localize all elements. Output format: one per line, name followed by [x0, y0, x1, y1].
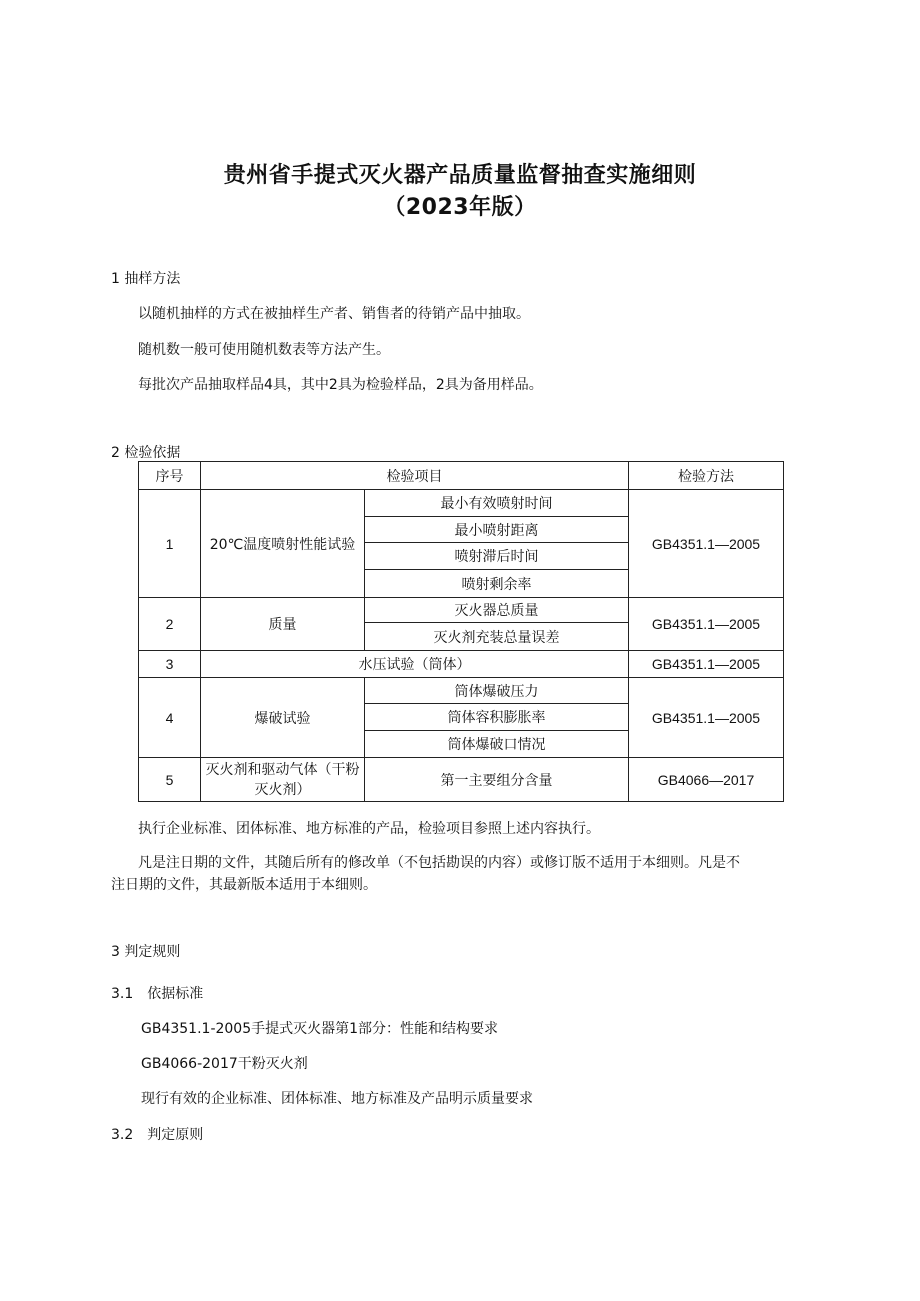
- row-method: GB4351.1—2005: [629, 490, 784, 598]
- section-3-1-heading: 3.1 依据标准: [111, 986, 204, 1002]
- row-subitem: 灭火剂充装总量误差: [365, 623, 629, 651]
- row-method: GB4351.1—2005: [629, 651, 784, 678]
- table-row: [139, 651, 784, 678]
- row-category: 20℃温度喷射性能试验: [201, 490, 365, 598]
- note-dated-documents-line-2: 注日期的文件，其最新版本适用于本细则。: [111, 877, 377, 893]
- row-no: 1: [139, 490, 201, 598]
- table-row: [139, 598, 784, 623]
- row-category: 质量: [201, 598, 365, 651]
- table-row: [139, 490, 784, 517]
- standard-item: 现行有效的企业标准、团体标准、地方标准及产品明示质量要求: [141, 1091, 533, 1107]
- section-1-heading: 1 抽样方法: [111, 271, 181, 287]
- row-subitem: 喷射剩余率: [365, 570, 629, 598]
- section-3-2-heading: 3.2 判定原则: [111, 1127, 204, 1143]
- section-3-heading: 3 判定规则: [111, 944, 181, 960]
- row-subitem: 最小有效喷射时间: [365, 490, 629, 517]
- inspection-table: [138, 461, 784, 802]
- table-row: [139, 758, 784, 802]
- row-subitem: 筒体爆破口情况: [365, 731, 629, 758]
- row-no: 2: [139, 598, 201, 651]
- section-1-paragraph-2: 随机数一般可使用随机数表等方法产生。: [138, 342, 390, 358]
- document-title: 贵州省手提式灭火器产品质量监督抽查实施细则: [223, 163, 697, 188]
- row-method: GB4351.1—2005: [629, 598, 784, 651]
- row-no: 3: [139, 651, 201, 678]
- row-subitem: 喷射滞后时间: [365, 543, 629, 570]
- row-subitem: 筒体容积膨胀率: [365, 704, 629, 731]
- standard-item: GB4066-2017干粉灭火剂: [141, 1056, 308, 1072]
- row-subitem: 灭火器总质量: [365, 598, 629, 623]
- note-dated-documents-line-1: 凡是注日期的文件，其随后所有的修改单（不包括勘误的内容）或修订版不适用于本细则。凡是不: [138, 855, 740, 871]
- row-subitem: 筒体爆破压力: [365, 678, 629, 704]
- section-1-paragraph-3: 每批次产品抽取样品4具，其中2具为检验样品，2具为备用样品。: [138, 377, 543, 393]
- header-method: 检验方法: [629, 462, 784, 490]
- standard-item: GB4351.1-2005手提式灭火器第1部分：性能和结构要求: [141, 1021, 499, 1037]
- header-item: 检验项目: [201, 462, 629, 490]
- document-edition: （2023年版）: [383, 195, 537, 220]
- header-no: 序号: [139, 462, 201, 490]
- note-execution-standards: 执行企业标准、团体标准、地方标准的产品，检验项目参照上述内容执行。: [138, 821, 600, 837]
- row-category: 灭火剂和驱动气体（干粉灭火剂）: [201, 758, 365, 802]
- row-no: 5: [139, 758, 201, 802]
- row-category: 水压试验（筒体）: [201, 651, 629, 678]
- row-method: GB4351.1—2005: [629, 678, 784, 758]
- section-1-paragraph-1: 以随机抽样的方式在被抽样生产者、销售者的待销产品中抽取。: [138, 306, 530, 322]
- table-row: [139, 678, 784, 704]
- row-no: 4: [139, 678, 201, 758]
- section-2-heading: 2 检验依据: [111, 445, 181, 461]
- row-category: 爆破试验: [201, 678, 365, 758]
- row-subitem: 最小喷射距离: [365, 517, 629, 543]
- table-header-row: [139, 462, 784, 490]
- row-subitem: 第一主要组分含量: [365, 758, 629, 802]
- row-method: GB4066—2017: [629, 758, 784, 802]
